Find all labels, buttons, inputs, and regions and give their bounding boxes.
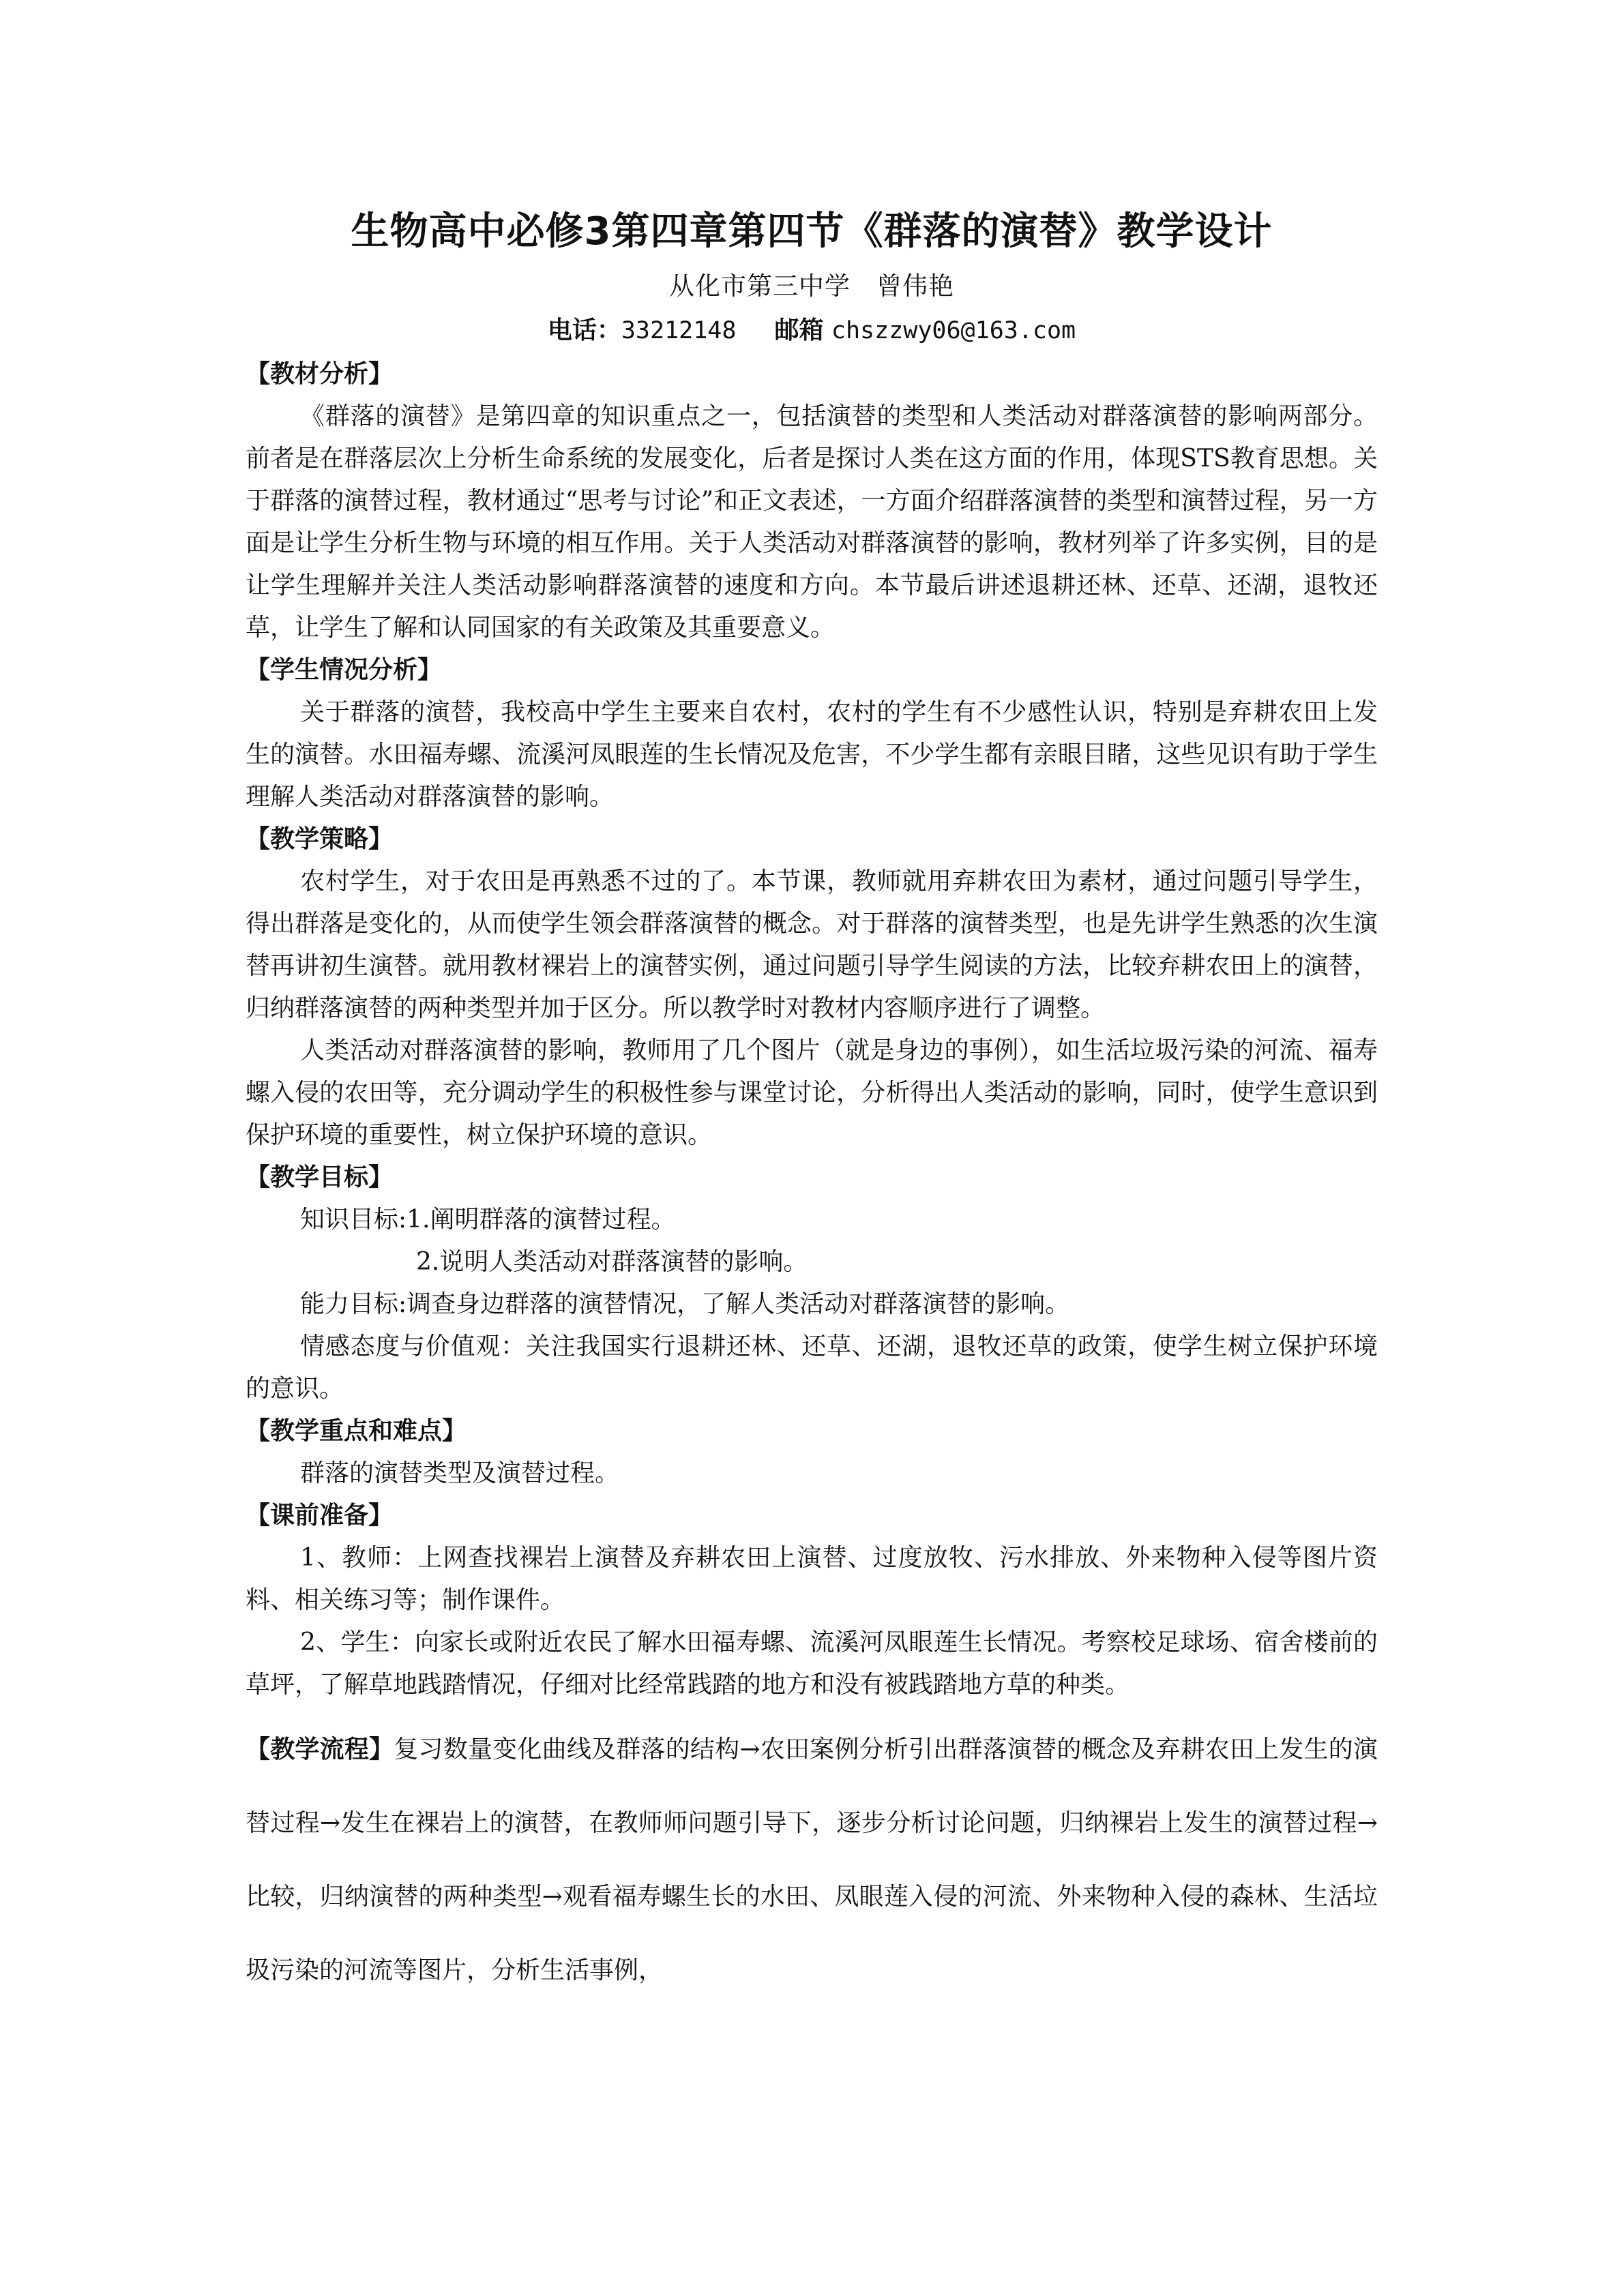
preparation-item-teacher: 1、教师：上网查找裸岩上演替及弃耕农田上演替、过度放牧、污水排放、外来物种入侵等图片资料、相关练习等；制作课件。 [246,1544,1378,1614]
paragraph: 关于群落的演替，我校高中学生主要来自农村，农村的学生有不少感性认识，特别是弃耕农田上发生的演替。水田福寿螺、流溪河凤眼莲的生长情况及危害，不少学生都有亲眼目睹，这些见识有助于学生理解人类活动对群落演替的影响。 [246,698,1378,811]
teaching-flow [246,1713,1378,2008]
contact-line [246,308,1378,353]
objective-knowledge-2: 2.说明人类活动对群落演替的影响。 [416,1248,808,1276]
keypoints-text: 群落的演替类型及演替过程。 [300,1459,620,1487]
objective-knowledge-1: 知识目标:1.阐明群落的演替过程。 [300,1206,676,1234]
flow-text: 复习数量变化曲线及群落的结构→农田案例分析引出群落演替的概念及弃耕农田上发生的演替过程→发生在裸岩上的演替，在教师师问题引导下，逐步分析讨论问题，归纳裸岩上发生的演替过程→比较，归纳演替的两种类型→观看福寿螺生长的水田、凤眼莲入侵的河流、外来物种入侵的森林、生活垃圾污染的河流等图片，分析生活事例， [246,1735,1378,1984]
section-heading-preparation: 【课前准备】 [246,1502,394,1530]
paragraph: 农村学生，对于农田是再熟悉不过的了。本节课，教师就用弃耕农田为素材，通过问题引导学生，得出群落是变化的，从而使学生领会群落演替的概念。对于群落的演替类型，也是先讲学生熟悉的次生演替再讲初生演替。就用教材裸岩上的演替实例，通过问题引导学生阅读的方法，比较弃耕农田上的演替，归纳群落演替的两种类型并加于区分。所以教学时对教材内容顺序进行了调整。 [246,867,1378,1022]
section-heading-keypoints: 【教学重点和难点】 [246,1417,467,1445]
paragraph: 《群落的演替》是第四章的知识重点之一，包括演替的类型和人类活动对群落演替的影响两部分。前者是在群落层次上分析生命系统的发展变化，后者是探讨人类在这方面的作用，体现STS教育思想。关于群落的演替过程，教材通过“思考与讨论”和正文表述，一方面介绍群落演替的类型和演替过程，另一方面是让学生分析生物与环境的相互作用。关于人类活动对群落演替的影响，教材列举了许多实例，目的是让学生理解并关注人类活动影响群落演替的速度和方向。本节最后讲述退耕还林、还草、还湖，退牧还草，让学生了解和认同国家的有关政策及其重要意义。 [246,402,1378,642]
document-title: 生物高中必修3第四章第四节《群落的演替》教学设计 [351,209,1273,254]
section-heading-students: 【学生情况分析】 [246,656,443,684]
objective-ability: 能力目标:调查身边群落的演替情况，了解人类活动对群落演替的影响。 [300,1290,1070,1318]
email-address: chszzwy06@163.com [831,317,1076,344]
section-heading-flow: 【教学流程】 [246,1735,394,1763]
paragraph: 人类活动对群落演替的影响，教师用了几个图片（就是身边的事例），如生活垃圾污染的河流、福寿螺入侵的农田等，充分调动学生的积极性参与课堂讨论，分析得出人类活动的影响，同时，使学生意识到保护环境的重要性，树立保护环境的意识。 [246,1037,1378,1149]
phone-label: 电话： [547,316,621,344]
section-heading-strategy: 【教学策略】 [246,825,394,853]
section-heading-textbook: 【教材分析】 [246,360,394,388]
section-heading-objectives: 【教学目标】 [246,1163,394,1191]
author-line: 从化市第三中学 曾伟艳 [669,271,954,301]
document-page [246,205,1378,2008]
email-label: 邮箱 [774,316,824,344]
phone-number: 33212148 [621,317,737,344]
objective-emotion: 情感态度与价值观：关注我国实行退耕还林、还草、还湖，退牧还草的政策，使学生树立保护环境的意识。 [246,1332,1378,1403]
preparation-item-student: 2、学生：向家长或附近农民了解水田福寿螺、流溪河凤眼莲生长情况。考察校足球场、宿舍楼前的草坪，了解草地践踏情况，仔细对比经常践踏的地方和没有被践踏地方草的种类。 [246,1628,1378,1699]
